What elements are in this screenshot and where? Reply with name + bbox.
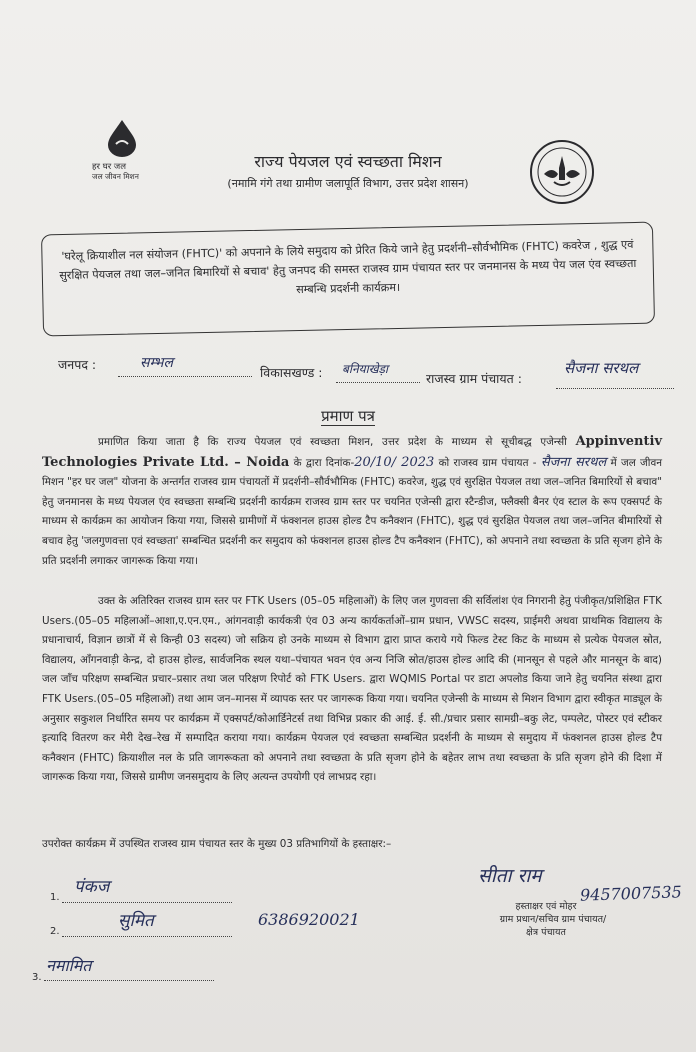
- date-value: 20/10/ 2023: [354, 454, 435, 470]
- pradhan-phone: 9457007535: [579, 882, 683, 905]
- signatory-label-1: हस्ताक्षर एवं मोहर: [515, 901, 577, 912]
- document-title: [0, 406, 696, 426]
- agency-name: Appinventiv Technologies Private Ltd. – Noida: [42, 434, 662, 470]
- org-title: राज्य पेयजल एवं स्वच्छता मिशन: [254, 152, 442, 171]
- district-value: सम्भल: [140, 355, 173, 371]
- district-field: [118, 356, 252, 377]
- participants-intro: उपरोक्त कार्यक्रम में उपस्थित राजस्व ग्राम पंचायत स्तर के मुख्य 03 प्रतिभागियों के हस्ताक्षर:–: [42, 838, 392, 850]
- program-description-box: [41, 222, 655, 337]
- participant-number-2: 2.: [50, 926, 60, 937]
- signatory-label-2: ग्राम प्रधान/सचिव ग्राम पंचायत/: [499, 914, 607, 925]
- date-suffix: को राजस्व ग्राम पंचायत -: [438, 456, 537, 469]
- p2-text: उक्त के अतिरिक्त राजस्व ग्राम स्तर पर FTK Users (05–05 महिलाओं) के लिए जल गुणवत्ता की सर्विलांश एंव निगरानी हेतु पंजीकृत/प्रशिक्षित FTK Users.(05–05 महिलाओं–आशा,ए.एन.एम., आंगनवाड़ी कार्यकत्री एंव 03 अन्य कार्यकर्ताओं–ग्राम प्रधान, VWSC सदस्य, प्राईमरी अथवा प्राथमिक विद्यालय के प्रधानाचार्य, विज्ञान छात्रों में से किन्ही 03 सदस्य) जो सक्रिय हो उनके माध्यम से विभाग द्वारा प्राप्त कराये गये फिल्ड टेस्ट किट के माध्यम से प्रत्येक पेयजल स्रोत, विद्यालय, आँगनवाड़ी केन्द्र, दो हाउस होल्ड, सार्वजनिक स्थल यथा–पंचायत भवन एंव अन्य निजि स्रोत/हाउस होल्ड आदि की (मानसून से पहले और मानसून के बाद) जल जाँच परिक्षण सम्बन्धित प्रचार–प्रसार तथा जल परिक्षण रिपोर्ट को FTK Users. द्वारा WQMIS Portal पर डाटा अपलोड किया जाने हेतु चयनित संस्था द्वारा FTK Users.(05–05 महिलाओं) तथा आम जन–मानस में व्यापक स्तर पर जागरूक किया गया। चयनित एजेन्सी के माध्यम से मिशन विभाग द्वारा स्वीकृत माड्यूल के अनुसार सकुशल निर्धारित समय पर कार्यक्रम में एक्सपर्ट/कोआर्डिनेटर्स तथा विभिन्न प्रकार की आई. ई. सी./प्रचार प्रसार सामग्री–बकु लेट, पम्पलेट, पोस्टर एवं स्टीकर इत्यादि वितरण कर मेरी देख–रेख में सम्पादित कराया गया। कार्यक्रम पेयजल एवं स्वच्छता सम्बन्धित प्रदर्शनी के माध्यम से समुदाय में फंक्शनल हाउस होल्ड टैप कनैक्शन (FHTC) क्रियाशील नल के प्रति जागरूकता को अपनाने तथा स्वच्छता के प्रति सृजग होने के बहेतर लाभ तथा स्वच्छता के प्रति सृजग होने की दिशा में जागरूक किया गया, जिससे ग्रामीण जनसमुदाय के लिए अत्यन्त उपयोगी एवं लाभप्रद रहा।: [42, 595, 662, 784]
- participant-name-2: सुमित: [118, 911, 154, 931]
- participant-name-3: नमामित: [46, 956, 92, 975]
- participant-number-3: 3.: [32, 972, 42, 983]
- pradhan-signature: सीता राम: [478, 865, 542, 887]
- state-emblem-icon: [528, 138, 596, 206]
- district-label: जनपद :: [58, 357, 97, 372]
- p1-rest: में जल जीवन मिशन "हर घर जल" योजना के अन्तर्गत राजस्व ग्राम पंचायतों में प्रदर्शनी–सौर्वभौमिक (FHTC) कवरेज, शुद्ध एवं सुरक्षित पेयजल तथा जल–जनित बिमारियों से बचाव" हेतु जनमानस के मध्य पेयजल एंव स्वच्छता सम्बन्धि प्रदर्शनी कार्यक्रम राजस्व ग्राम स्तर पर चयनित एजेन्सी द्वारा स्टैन्डीज, फ्लैक्सी बैनर एंव स्टाल के रूप एक्सपर्ट के माध्यम से कार्यक्रम का आयोजन किया गया, जिससे ग्रामीणों में फंक्शनल हाउस होल्ड टैप कनैक्शन (FHTC), शुद्ध एवं सुरक्षित पेयजल तथा जल–जनित बीमारियों से बचाव हेतु 'जलगुणवत्ता एवं स्वच्छता' सम्बन्धित प्रदर्शनी कर समुदाय को फंक्शनल हाउस होल्ड टैप कनैक्शन (FHTC), को अपनाने तथा स्वच्छता के प्रति सृजग होने के प्रति प्रदर्शनी लगाकर जागरूक किया गया।: [42, 456, 662, 567]
- date-prefix: के द्वारा दिनांक-: [293, 456, 355, 469]
- signatory-label-3: क्षेत्र पंचायत: [526, 927, 566, 938]
- logo-text-2: जल जीवन मिशन: [92, 172, 139, 181]
- program-description: 'घरेलू क्रियाशील नल संयोजन (FHTC)' को अपनाने के लिये समुदाय को प्रेरित किये जाने हेतु प्रदर्शनी–सौर्वभौमिक (FHTC) कवरेज , शुद्ध एवं सुरक्षित पेयजल तथा जल–जनित बिमारियों से बचाव' हेतु जनपद की समस्त राजस्व ग्राम पंचायत स्तर पर जनमानस के मध्य पेय जल एंव स्वच्छता सम्बन्धि प्रदर्शनी कार्यक्रम।: [59, 238, 637, 297]
- panchayat-field: [556, 359, 674, 389]
- block-value: बनियाखेड़ा: [342, 362, 389, 376]
- block-label: विकासखण्ड :: [260, 365, 323, 380]
- block-field: [336, 364, 420, 383]
- body-paragraph-1: [42, 432, 662, 571]
- document-title-text: प्रमाण पत्र: [321, 407, 375, 425]
- participant-phone-2: 6386920021: [258, 910, 360, 929]
- up-government-emblem: [528, 138, 596, 206]
- p1-start: प्रमाणित किया जाता है कि राज्य पेयजल एवं स्वच्छता मिशन, उत्तर प्रदेश के माध्यम से सूचीबद्ध एजेन्सी: [98, 436, 567, 448]
- participant-name-1: पंकज: [74, 877, 110, 897]
- panchayat-label: राजस्व ग्राम पंचायत :: [426, 371, 522, 386]
- panchayat-value: सैजना सरथल: [564, 359, 639, 377]
- panchayat-handwritten: सैजना सरथल: [540, 454, 607, 470]
- participant-number-1: 1.: [50, 892, 60, 903]
- logo-text-1: हर घर जल: [92, 162, 126, 172]
- org-subtitle: (नमामि गंगे तथा ग्रामीण जलापूर्ति विभाग, उत्तर प्रदेश शासन): [227, 177, 469, 190]
- body-paragraph-2: [42, 592, 662, 788]
